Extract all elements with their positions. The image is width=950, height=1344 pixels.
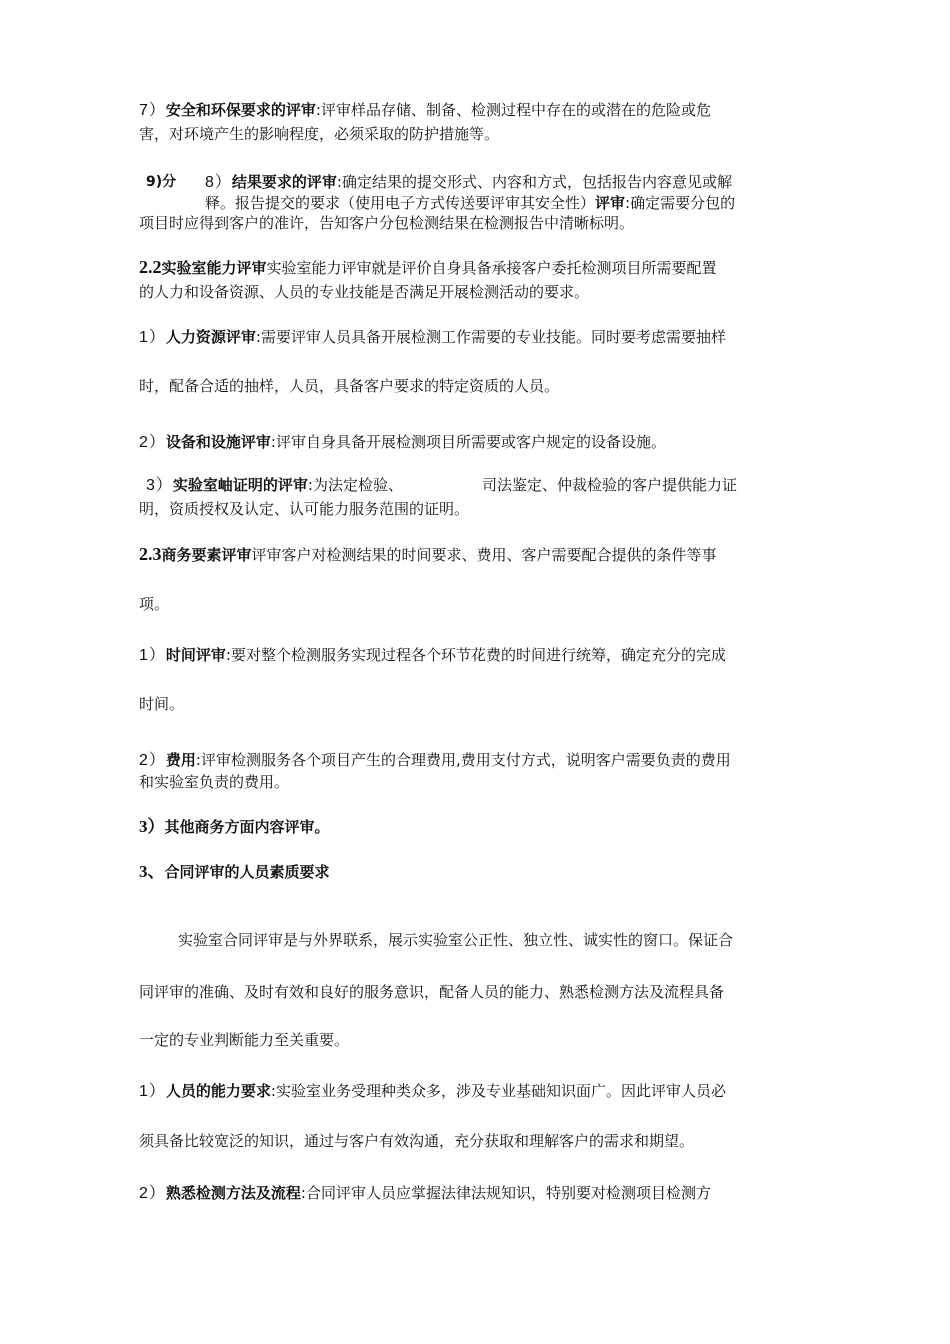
item-term: 熟悉检测方法及流程 <box>165 1184 301 1202</box>
item-term: 人力资源评审 <box>165 328 256 346</box>
section-text: 评审客户对检测结果的时间要求、费用、客户需要配合提供的条件等事 <box>251 546 717 564</box>
item-text: :实验室业务受理种类众多，涉及专业基础知识面广。因此评审人员必 <box>270 1082 726 1100</box>
section-3-intro-line-3: 一定的专业判断能力至关重要。 <box>139 1031 350 1049</box>
section-3-intro-line-1: 实验室合同评审是与外界联系，展示实验室公正性、独立性、诚实性的窗口。保证合 <box>178 931 734 949</box>
item-number: 2） <box>139 434 166 451</box>
item-8-line-2 <box>205 193 735 213</box>
section-3-intro-line-2: 同评审的准确、及时有效和良好的服务意识，配备人员的能力、熟悉检测方法及流程具备 <box>139 983 725 1001</box>
item-term: 结果要求的评审 <box>231 173 337 191</box>
item-number: 1） <box>139 329 166 346</box>
item-number: 1） <box>139 1083 166 1100</box>
section-term: 实验室能力评审 <box>161 259 267 277</box>
item-term: 费用 <box>165 751 196 769</box>
item-term: 时间评审 <box>165 646 226 664</box>
item-2-3-2-line-2: 和实验室负责的费用。 <box>139 773 290 791</box>
section-number: 2.2 <box>139 257 162 277</box>
item-text: 释。报告提交的要求（使用电子方式传送要评审其安全性） <box>205 194 596 212</box>
item-number: 2） <box>139 752 166 769</box>
item-number: 7） <box>139 102 166 119</box>
section-3-heading <box>139 862 330 882</box>
item-term: 人员的能力要求 <box>165 1082 271 1100</box>
item-number: 3） <box>146 477 173 494</box>
section-2-2-line-2: 的人力和设备资源、人员的专业技能是否满足开展检测活动的要求。 <box>139 283 590 301</box>
item-7-line-2: 害，对环境产生的影响程度，必须采取的防护措施等。 <box>139 125 500 143</box>
section-number: 3、 <box>139 862 165 881</box>
section-2-2-line-1 <box>139 257 717 278</box>
section-title: 合同评审的人员素质要求 <box>164 863 330 881</box>
item-text: :确定结果的提交形式、内容和方式，包括报告内容意见或解 <box>336 173 732 191</box>
item-3-1-line-1 <box>139 1081 726 1102</box>
item-number: 2） <box>139 1185 166 1202</box>
item-2-3-1-line-1 <box>139 645 726 666</box>
section-2-3-line-1 <box>139 544 717 565</box>
item-text: :合同评审人员应掌握法律法规知识，特别要对检测项目检测方 <box>300 1184 711 1202</box>
item-2-3-3 <box>139 817 330 837</box>
item-text: :需要评审人员具备开展检测工作需要的专业技能。同时要考虑需要抽样 <box>255 328 726 346</box>
item-8-line-1 <box>205 172 732 193</box>
item-2-2-1-line-2: 时，配备合适的抽样，人员，具备客户要求的特定资质的人员。 <box>139 377 560 395</box>
item-text: :确定需要分包的 <box>625 194 736 212</box>
item-8-line-3: 项目时应得到客户的准许，告知客户分包检测结果在检测报告中清晰标明。 <box>139 214 635 232</box>
item-2-3-2-line-1 <box>139 750 731 771</box>
item-text: :要对整个检测服务实现过程各个环节花费的时间进行统筹，确定充分的完成 <box>225 646 726 664</box>
item-3-2-line-1 <box>139 1183 711 1204</box>
section-term: 商务要素评审 <box>161 546 252 564</box>
item-text: :评审自身具备开展检测项目所需要或客户规定的设备设施。 <box>270 433 666 451</box>
item-2-2-3-line-1 <box>146 475 403 496</box>
item-term: 安全和环保要求的评审 <box>165 101 316 119</box>
item-2-2-3-line-1-continued: 司法鉴定、仲裁检验的客户提供能力证 <box>482 476 738 494</box>
item-term: 评审 <box>595 194 626 212</box>
item-2-3-1-line-2: 时间。 <box>139 695 185 713</box>
item-3-1-line-2: 须具备比较宽泛的知识，通过与客户有效沟通，充分获取和理解客户的需求和期望。 <box>139 1132 695 1150</box>
item-number: 1） <box>139 647 166 664</box>
item-term: 其他商务方面内容评审。 <box>164 818 330 836</box>
item-term: 设备和设施评审 <box>165 433 271 451</box>
section-number: 2.3 <box>139 544 162 564</box>
stray-text: 9)分 <box>146 174 177 190</box>
item-2-2-1-line-1 <box>139 327 726 348</box>
item-2-2-3-line-2: 明，资质授权及认定、认可能力服务范围的证明。 <box>139 500 470 518</box>
item-text: :评审检测服务各个项目产生的合理费用,费用支付方式，说明客户需要负责的费用 <box>195 751 731 769</box>
section-2-3-line-2: 项。 <box>139 595 170 613</box>
item-7-line-1 <box>139 100 711 121</box>
item-2-2-2-line-1 <box>139 432 666 453</box>
section-text: 实验室能力评审就是评价自身具备承接客户委托检测项目所需要配置 <box>266 259 717 277</box>
item-term: 实验室岫证明的评审 <box>172 476 308 494</box>
item-text: :评审样品存储、制备、检测过程中存在的或潜在的危险或危 <box>315 101 711 119</box>
item-number: 3） <box>139 817 165 836</box>
item-text: :为法定检验、 <box>307 476 403 494</box>
item-number: 8） <box>205 174 232 191</box>
